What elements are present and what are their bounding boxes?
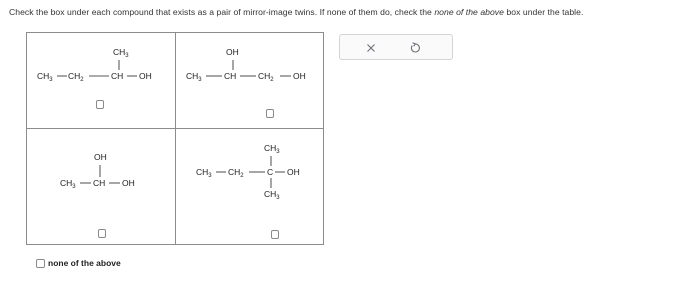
- undo-icon: [408, 41, 422, 55]
- chain-group: OH: [139, 71, 152, 81]
- chain-group: OH: [287, 167, 300, 177]
- reset-button[interactable]: [408, 41, 422, 55]
- chain-group: $CH_3$: [37, 71, 53, 83]
- chain-group: $CH_2$: [68, 71, 84, 83]
- chain-group: CH: [224, 71, 237, 81]
- instructions-text: Check the box under each compound that exists as a pair of mirror-image twins. If none of them do, check the: [9, 7, 435, 17]
- instructions-text-end: box under the table.: [504, 7, 584, 17]
- none-of-the-above-label: none of the above: [48, 258, 121, 268]
- chain-group: $CH_2$: [258, 71, 274, 83]
- compound-cell-2: [176, 33, 324, 128]
- answer-toolbar: [339, 34, 453, 60]
- structure-2: [176, 33, 324, 128]
- compound-table: [26, 32, 324, 245]
- compound-4-checkbox[interactable]: [271, 230, 279, 239]
- chain-group: OH: [122, 178, 135, 188]
- substituent-bottom: $CH_3$: [264, 189, 280, 201]
- none-of-the-above-checkbox[interactable]: [36, 259, 45, 268]
- compound-3-checkbox[interactable]: [98, 229, 106, 238]
- clear-button[interactable]: [364, 41, 378, 55]
- substituent-top: $CH_3$: [113, 47, 129, 59]
- compound-1-checkbox[interactable]: [96, 100, 104, 109]
- chain-group: $CH_3$: [196, 167, 212, 179]
- chain-group: CH: [111, 71, 124, 81]
- close-icon: [364, 41, 378, 55]
- compound-cell-4: [176, 129, 324, 246]
- compound-cell-3: [27, 129, 175, 246]
- instructions-emphasis: none of the above: [434, 7, 504, 17]
- substituent-top: $CH_3$: [264, 143, 280, 155]
- compound-cell-1: [27, 33, 175, 128]
- instructions: [9, 7, 583, 17]
- substituent-top: OH: [226, 47, 239, 57]
- chain-group: $CH_3$: [186, 71, 202, 83]
- chain-group: $CH_3$: [60, 178, 76, 190]
- substituent-top: OH: [94, 152, 107, 162]
- chain-group: OH: [293, 71, 306, 81]
- chain-group: CH: [93, 178, 106, 188]
- chain-group: C: [267, 167, 274, 177]
- structure-1: [27, 33, 175, 128]
- compound-2-checkbox[interactable]: [266, 109, 274, 118]
- chain-group: $CH_2$: [228, 167, 244, 179]
- structure-4: [176, 129, 324, 246]
